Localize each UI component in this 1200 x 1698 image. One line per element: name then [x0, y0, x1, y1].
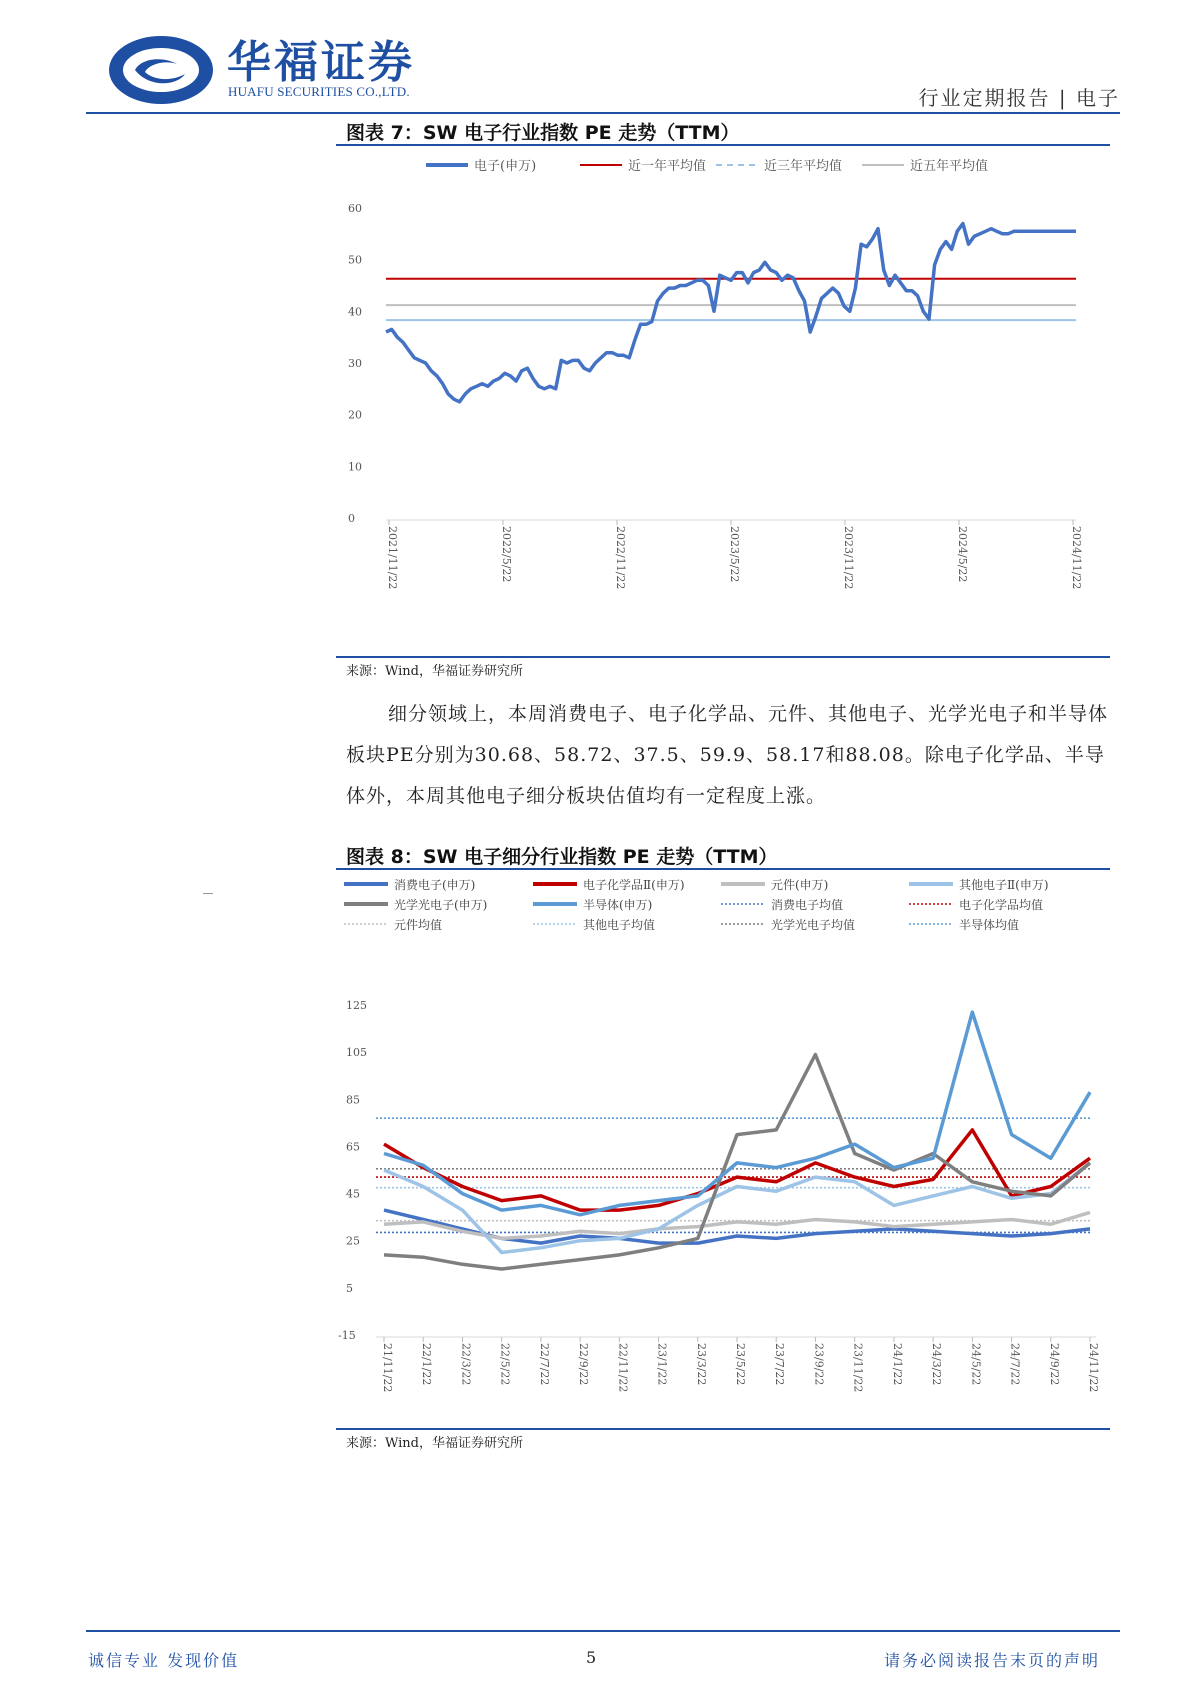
figure7-top-rule [336, 144, 1110, 146]
figure8-legend-label: 元件(申万) [771, 878, 829, 892]
figure8-xtick-label: 23/1/22 [655, 1343, 669, 1386]
figure7-legend-item [862, 158, 988, 174]
figure8-ytick-label: 25 [346, 1234, 360, 1248]
footer-disclaimer: 请务必阅读报告末页的声明 [883, 1651, 1100, 1670]
figure7-svg [336, 150, 1110, 655]
figure8-legend-item [909, 917, 1019, 932]
figure8-legend-item [721, 917, 855, 932]
company-name-en: HUAFU SECURITIES CO.,LTD. [228, 84, 410, 99]
figure8-ytick-label: 105 [346, 1046, 367, 1060]
figure8-xtick-label: 24/5/22 [969, 1343, 983, 1386]
figure8-xtick-label: 21/11/22 [381, 1343, 394, 1393]
figure7-legend-label: 近一年平均值 [628, 159, 707, 174]
figure8-xtick-label: 24/7/22 [1008, 1343, 1022, 1386]
figure8-xtick-label: 23/5/22 [734, 1343, 747, 1386]
figure8-legend-label: 其他电子Ⅱ(申万) [959, 878, 1049, 892]
figure8-legend-item [533, 897, 652, 912]
figure8-bottom-rule [336, 1428, 1110, 1430]
report-type: 行业定期报告 | 电子 [918, 86, 1120, 110]
figure8-source: 来源：Wind，华福证券研究所 [346, 1436, 523, 1451]
figure7-chart [336, 150, 1110, 655]
figure8-ytick-label: 5 [346, 1281, 353, 1295]
figure8-xtick-label: 22/11/22 [616, 1343, 630, 1393]
page-number: 5 [586, 1648, 597, 1667]
figure8-legend-item [533, 917, 655, 932]
figure7-legend-item [580, 158, 706, 174]
figure7-ytick-label: 30 [348, 357, 362, 370]
figure8-ytick-label: 65 [346, 1140, 360, 1154]
figure7-ytick-label: 10 [348, 460, 362, 474]
figure8-series-line [384, 1130, 1090, 1210]
figure7-ytick-label: 50 [348, 253, 362, 267]
figure8-legend-label: 半导体(申万) [583, 898, 653, 912]
huafu-logo-icon [105, 30, 225, 108]
figure7-xtick-label: 2021/11/22 [386, 526, 399, 590]
figure7-xtick-label: 2022/5/22 [500, 526, 513, 583]
figure8-legend-label: 光学光电子(申万) [394, 898, 488, 912]
figure7-legend-item [426, 158, 536, 174]
figure8-xtick-label: 23/9/22 [812, 1343, 826, 1386]
figure7-legend-label: 电子(申万) [474, 159, 537, 174]
figure7-pe-line [386, 224, 1076, 402]
figure8-xtick-label: 24/1/22 [890, 1343, 904, 1386]
figure8-chart [336, 870, 1110, 1425]
figure7-source: 来源：Wind，华福证券研究所 [346, 664, 523, 679]
figure8-legend-item [721, 897, 843, 912]
figure8-legend-item [533, 877, 685, 892]
figure8-legend-item [344, 917, 442, 932]
figure8-legend-item [909, 877, 1049, 892]
figure7-xtick-label: 2022/11/22 [614, 526, 627, 590]
margin-mark [203, 893, 213, 894]
figure7-title: 图表 7：SW 电子行业指数 PE 走势（TTM） [346, 122, 740, 144]
figure8-legend-item [344, 877, 475, 892]
figure8-title: 图表 8：SW 电子细分行业指数 PE 走势（TTM） [346, 846, 778, 868]
figure8-xtick-label: 24/3/22 [930, 1343, 944, 1386]
figure8-ytick-label: 125 [346, 999, 367, 1012]
figure8-xtick-label: 23/7/22 [773, 1343, 787, 1386]
figure8-legend-label: 消费电子均值 [771, 898, 844, 912]
figure7-xtick-label: 2023/5/22 [728, 526, 741, 583]
footer-rule [86, 1630, 1120, 1632]
body-paragraph: 细分领域上，本周消费电子、电子化学品、元件、其他电子、光学光电子和半导体板块PE分别为30.68、58.72、37.5、59.9、58.17和88.08。除电子化学品、半导体外，本周其他电子细分板块估值均有一定程度上涨。 [346, 703, 1109, 807]
figure7-legend-label: 近五年平均值 [910, 159, 989, 174]
figure8-legend-label: 消费电子(申万) [394, 878, 476, 892]
footer-slogan: 诚信专业 发现价值 [88, 1651, 240, 1670]
figure8-xtick-label: 22/3/22 [459, 1343, 473, 1386]
figure8-legend-label: 光学光电子均值 [771, 918, 856, 932]
figure8-xtick-label: 22/1/22 [420, 1343, 434, 1386]
figure8-legend-item [344, 897, 487, 912]
figure8-xtick-label: 22/9/22 [577, 1343, 591, 1386]
figure7-legend-label: 近三年平均值 [764, 159, 843, 174]
figure8-legend-label: 电子化学品均值 [959, 898, 1044, 912]
figure8-xtick-label: 22/7/22 [537, 1343, 551, 1386]
figure8-xtick-label: 24/11/22 [1087, 1343, 1100, 1393]
figure7-legend-item [716, 158, 842, 174]
company-name-zh: 华福证券 [227, 37, 415, 88]
figure8-legend-label: 半导体均值 [959, 918, 1020, 932]
figure8-legend-item [909, 897, 1043, 912]
figure8-legend-label: 电子化学品Ⅱ(申万) [583, 878, 685, 892]
figure8-xtick-label: 23/11/22 [851, 1343, 865, 1393]
figure7-ytick-label: 0 [348, 512, 355, 525]
figure8-svg [336, 870, 1110, 1425]
figure8-xtick-label: 23/3/22 [694, 1343, 708, 1386]
figure7-ytick-label: 20 [348, 408, 362, 422]
figure8-legend-label: 元件均值 [394, 918, 443, 932]
figure8-legend-item [721, 877, 828, 892]
figure7-xtick-label: 2024/11/22 [1070, 526, 1083, 590]
figure7-ytick-label: 40 [348, 305, 362, 319]
figure8-ytick-label: -15 [338, 1329, 356, 1342]
header-rule [86, 112, 1120, 114]
figure7-xtick-label: 2024/5/22 [956, 526, 969, 583]
company-logo [105, 30, 445, 108]
figure8-ytick-label: 85 [346, 1093, 360, 1107]
figure7-bottom-rule [336, 656, 1110, 658]
figure8-xtick-label: 22/5/22 [498, 1343, 512, 1386]
figure8-xtick-label: 24/9/22 [1047, 1343, 1061, 1386]
figure8-ytick-label: 45 [346, 1187, 360, 1201]
figure7-xtick-label: 2023/11/22 [842, 526, 855, 590]
figure8-legend-label: 其他电子均值 [583, 918, 656, 932]
figure7-ytick-label: 60 [348, 202, 362, 215]
